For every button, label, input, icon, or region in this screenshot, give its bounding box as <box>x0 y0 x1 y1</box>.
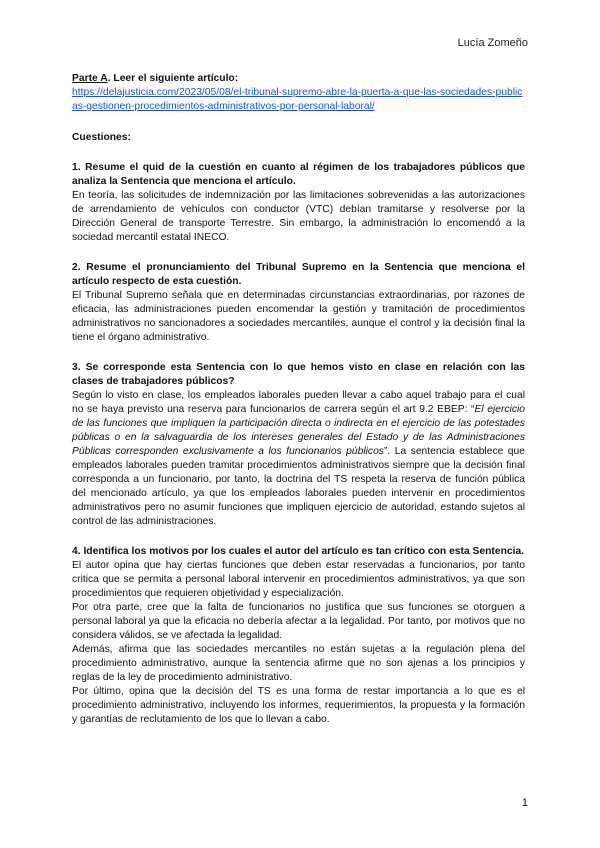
answer-4-paragraph: Por último, opina que la decisión del TS es una forma de restar importancia a lo que es el procedimiento administrativo, incluyendo los informes, requerimientos, la propuesta y la formación y garantías de reclutamiento de los que lo llevan a cabo. <box>72 686 525 725</box>
article-link[interactable]: https://delajusticia.com/2023/05/08/el-tribunal-supremo-abre-la-puerta-a-que-las-sociedades-publicas-gestionen-procedimientos-administrativos-por-personal-laboral/ <box>72 87 523 112</box>
question-block-1 <box>72 161 525 245</box>
part-heading <box>72 72 525 86</box>
question-1: 1. Resume el quid de la cuestión en cuanto al régimen de los trabajadores públicos que analiza la Sentencia que menciona el artículo. <box>72 162 525 187</box>
answer-3-intro: Según lo visto en clase, los empleados laborales pueden llevar a cabo aquel trabajo para el cual no se haya previsto una reserva para funcionarios de carrera según el art 9.2 EBEP: “ <box>72 390 525 415</box>
answer-3 <box>72 389 525 529</box>
answer-3-quote: El ejercicio de las funciones que impliquen la participación directa o indirecta en el ejercicio de las potestades públicas o en la salvaguardia de los intereses generales del Estado y de las Administraciones Públicas corresponden exclusivamente a los funcionarios públicos <box>72 404 526 457</box>
answer-4-paragraph: Además, afirma que las sociedades mercantiles no están sujetas a la regulación plena del procedimiento administrativo, aunque la sentencia afirme que no son ajenas a los principios y reglas de la ley de procedimiento administrativo. <box>72 644 525 683</box>
answer-4-paragraph: Por otra parte, cree que la falta de funcionarios no justifica que sus funciones se otorguen a personal laboral ya que la eficacia no debería afectar a la legalidad. Por tanto, por motivos que no considera válidos, se ve afectada la legalidad. <box>72 602 525 641</box>
answer-1: En teoría, las solicitudes de indemnización por las limitaciones sobrevenidas a las autorizaciones de arrendamiento de vehículos con conductor (VTC) debían tramitarse y resolverse por la Dirección General de transporte Terrestre. Sin embargo, la administración lo encomendó a la sociedad mercantil estatal INECO. <box>72 190 525 243</box>
part-instruction: . Leer el siguiente artículo: <box>107 73 239 84</box>
question-block-2 <box>72 261 525 345</box>
question-block-4 <box>72 545 525 727</box>
page-number: 1 <box>521 797 528 809</box>
answer-2: El Tribunal Supremo señala que en determinadas circunstancias extraordinarias, por razones de eficacia, las administraciones pueden encomendar la gestión y tramitación de procedimientos administrativos no sancionadores a sociedades mercantiles, aunque el control y la decisión final la tiene el órgano administrativo. <box>72 290 525 343</box>
answer-3-conclusion: ”. La sentencia establece que empleados laborales pueden tramitar procedimientos administrativos siempre que la decisión final corresponda a un funcionario, por tanto, la doctrina del TS respeta la reserva de función pública del mencionado artículo, ya que los empleados laborales pueden intervenir en procedimientos administrativos pero no asumir funciones que impliquen ejercicio de autoridad, estando sujetos al control de las administraciones. <box>72 446 525 527</box>
question-2: 2. Resume el pronunciamiento del Tribunal Supremo en la Sentencia que menciona el artículo respecto de esta cuestión. <box>72 262 525 287</box>
question-3: 3. Se corresponde esta Sentencia con lo que hemos visto en clase en relación con las clases de trabajadores públicos? <box>72 362 525 387</box>
document-body <box>72 72 525 727</box>
author-name: Lucía Zomeño <box>457 37 528 49</box>
question-block-3 <box>72 361 525 529</box>
section-title: Cuestiones: <box>72 132 131 143</box>
answer-4-paragraph: El autor opina que hay ciertas funciones que deben estar reservadas a funcionarios, por tanto critica que se permita a personal laboral intervenir en procedimientos administrativos, ya que son procedimientos que requieren objetividad y especialización. <box>72 560 525 599</box>
part-label: Parte A <box>72 73 108 84</box>
question-4: 4. Identifica los motivos por los cuales el autor del artículo es tan crítico con esta Sentencia. <box>72 546 525 557</box>
